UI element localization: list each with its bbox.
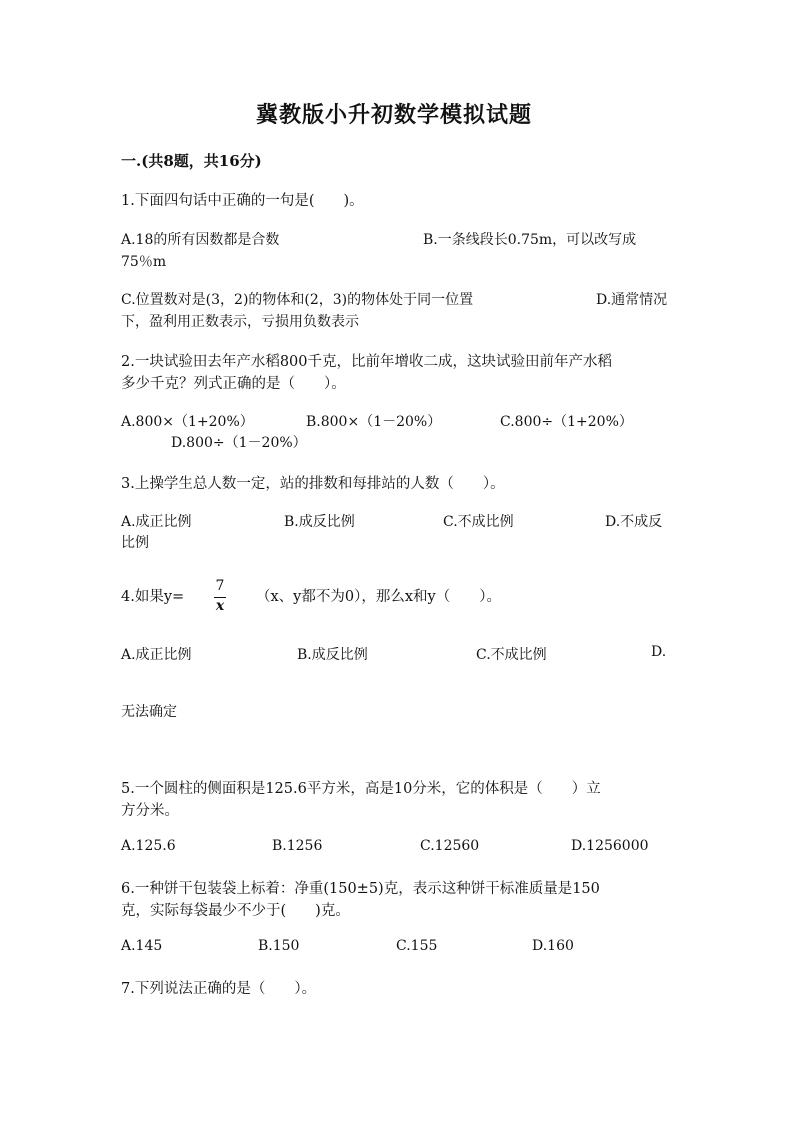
q6-option-b: B.150 xyxy=(258,938,300,954)
page-title: 冀教版小升初数学模拟试题 xyxy=(256,102,533,128)
q4-option-b: B.成反比例 xyxy=(297,647,368,663)
q6-option-c: C.155 xyxy=(396,938,438,954)
q2-option-d: D.800÷（1－20%） xyxy=(171,435,307,451)
q1-option-b-continued: 75％m xyxy=(121,254,167,270)
q3-option-c: C.不成比例 xyxy=(443,514,514,530)
q6-option-d: D.160 xyxy=(532,938,574,954)
q2-option-c: C.800÷（1+20%） xyxy=(500,414,633,430)
question-1-text: 1.下面四句话中正确的一句是( )。 xyxy=(121,193,364,209)
q4-option-c: C.不成比例 xyxy=(476,647,547,663)
question-6-text-line1: 6.一种饼干包装袋上标着：净重(150±5)克，表示这种饼干标准质量是150 xyxy=(121,881,600,897)
question-6-text-line2: 克，实际每袋最少不少于( )克。 xyxy=(121,903,350,919)
q4-option-d: D. xyxy=(651,644,667,660)
q3-option-a: A.成正比例 xyxy=(121,514,192,530)
q5-option-a: A.125.6 xyxy=(121,838,176,854)
q2-option-a: A.800×（1+20%） xyxy=(121,414,254,430)
question-4-suffix: （x、y都不为0），那么x和y（ ）。 xyxy=(256,589,501,605)
q4-option-a: A.成正比例 xyxy=(121,647,192,663)
q1-option-a: A.18的所有因数都是合数 xyxy=(121,232,280,248)
q3-option-d: D.不成反 xyxy=(605,514,663,530)
question-7-text: 7.下列说法正确的是（ ）。 xyxy=(121,981,317,997)
q4-option-d-continued: 无法确定 xyxy=(121,704,177,720)
q1-option-b: B.一条线段长0.75m，可以改写成 xyxy=(423,232,637,248)
q5-option-b: B.1256 xyxy=(272,838,323,854)
q1-option-c: C.位置数对是(3，2)的物体和(2，3)的物体处于同一位置 xyxy=(121,292,474,308)
q5-option-c: C.12560 xyxy=(420,838,480,854)
fraction-7-over-x xyxy=(213,578,227,618)
question-2-text-line2: 多少千克？列式正确的是（ ）。 xyxy=(121,376,346,392)
section-heading: 一.(共8题，共16分) xyxy=(121,152,262,170)
fraction-numerator: 7 xyxy=(215,578,225,594)
question-2-text-line1: 2.一块试验田去年产水稻800千克，比前年增收二成，这块试验田前年产水稻 xyxy=(121,354,613,370)
q2-option-b: B.800×（1－20%） xyxy=(306,414,442,430)
q5-option-d: D.1256000 xyxy=(571,838,649,854)
q3-option-b: B.成反比例 xyxy=(284,514,355,530)
fraction-denominator: x xyxy=(215,598,225,614)
q3-option-d-continued: 比例 xyxy=(121,535,149,551)
q6-option-a: A.145 xyxy=(121,938,163,954)
q1-option-d-continued: 下，盈利用正数表示，亏损用负数表示 xyxy=(121,314,359,330)
question-4-prefix: 4.如果y= xyxy=(121,589,185,605)
question-3-text: 3.上操学生总人数一定，站的排数和每排站的人数（ ）。 xyxy=(121,476,505,492)
q1-option-d: D.通常情况 xyxy=(596,292,668,308)
question-5-text-line2: 方分米。 xyxy=(121,803,179,819)
question-5-text-line1: 5.一个圆柱的侧面积是125.6平方米，高是10分米，它的体积是（ ）立 xyxy=(121,781,601,797)
